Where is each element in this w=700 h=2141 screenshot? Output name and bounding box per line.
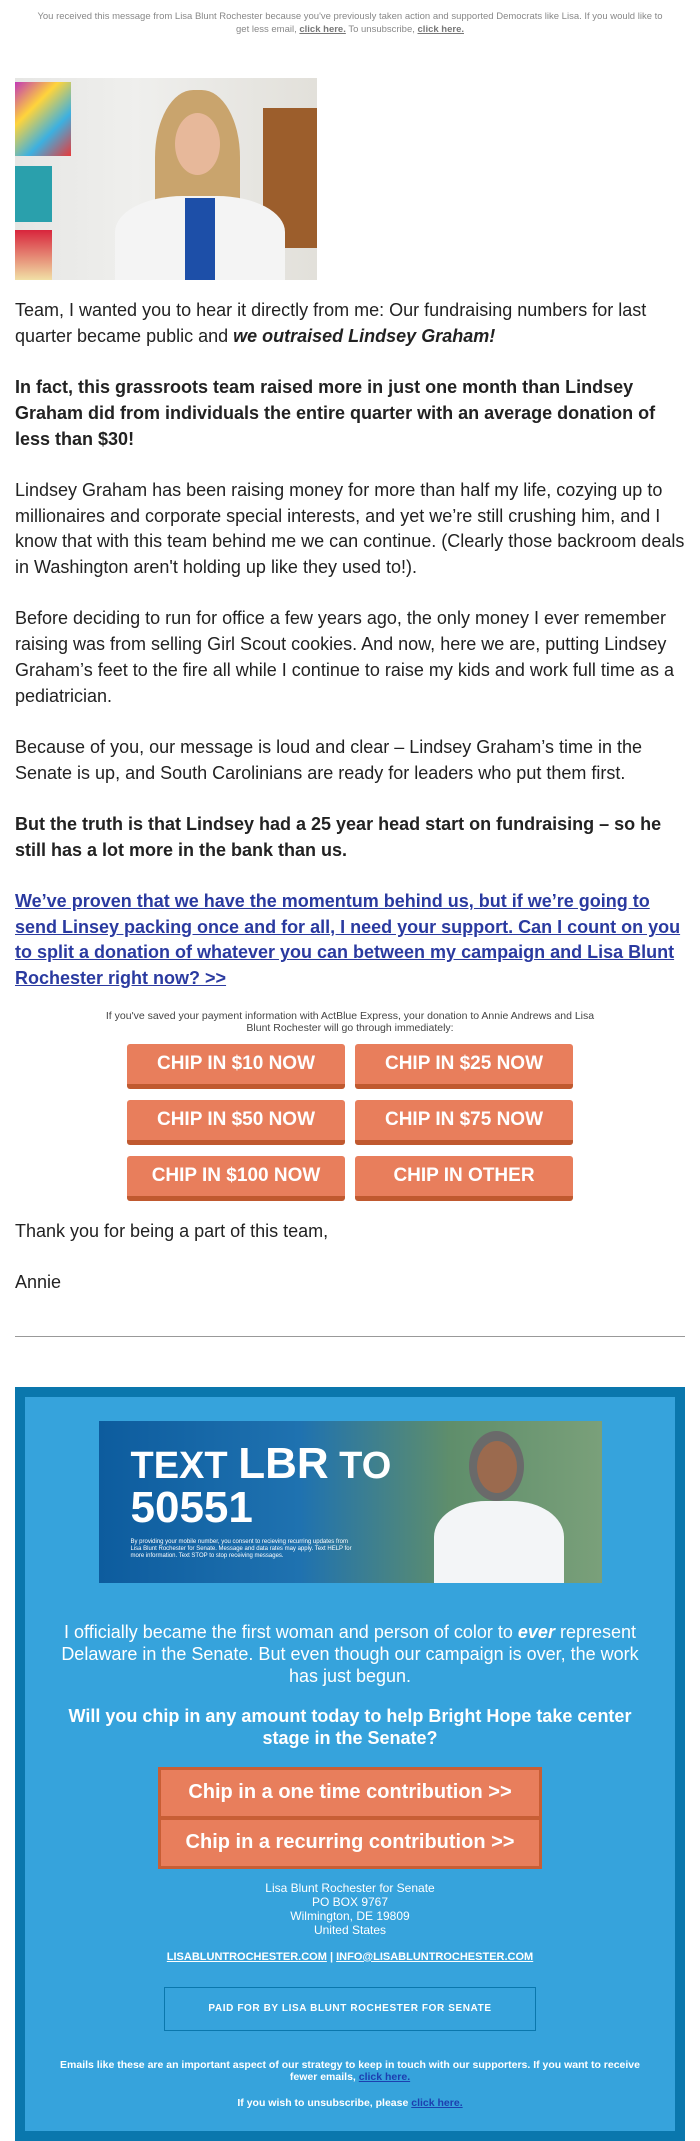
- donate-cta-link[interactable]: We’ve proven that we have the momentum behind us, but if we’re going to send Linsey packing once and for all, I need your support. Can I count on you to split a donation of whatever you can between my campaign and Lisa Blunt Rochester right now? >>: [15, 891, 681, 989]
- chip-in-50-button[interactable]: CHIP IN $50 NOW: [127, 1100, 345, 1145]
- paragraph: Before deciding to run for office a few years ago, the only money I ever remember raising was from selling Girl Scout cookies. And now, here we are, putting Lindsey Graham’s feet to the fire all while I continue to raise my kids and work full time as a pediatrician.: [15, 608, 674, 706]
- fewer-emails-note: Emails like these are an important aspect of our strategy to keep in touch with our supporters. If you want to receive fewer emails, click here.: [60, 2058, 640, 2083]
- email-link[interactable]: INFO@LISABLUNTROCHESTER.COM: [336, 1950, 534, 1963]
- footer-ask: Will you chip in any amount today to help Bright Hope take center stage in the Senate?: [68, 1705, 632, 1748]
- donation-buttons: [15, 1044, 685, 1201]
- paid-for-disclaimer: PAID FOR BY LISA BLUNT ROCHESTER FOR SENATE: [164, 1987, 536, 2031]
- signoff: Annie: [15, 1271, 62, 1292]
- candidate-photo: [15, 78, 317, 280]
- one-time-contribution-button[interactable]: Chip in a one time contribution >>: [161, 1770, 539, 1816]
- chip-in-100-button[interactable]: CHIP IN $100 NOW: [127, 1156, 345, 1201]
- divider: [15, 1336, 685, 1337]
- footer-message: I officially became the first woman and person of color to ever represent Delaware in the Senate. But even though our campaign is over, the work has just begun.: [61, 1621, 639, 1686]
- chip-in-10-button[interactable]: CHIP IN $10 NOW: [127, 1044, 345, 1089]
- paragraph: In fact, this grassroots team raised more in just one month than Lindsey Graham did from individuals the entire quarter with an average donation of less than $30!: [15, 377, 656, 449]
- paragraph: But the truth is that Lindsey had a 25 year head start on fundraising – so he still has a lot more in the bank than us.: [15, 813, 662, 860]
- unsubscribe-link[interactable]: click here.: [417, 24, 464, 35]
- paragraph: Because of you, our message is loud and clear – Lindsey Graham’s time in the Senate is up, and South Carolinians are ready for leaders who put them first.: [15, 736, 643, 783]
- paragraph: Team, I wanted you to hear it directly from me: Our fundraising numbers for last quarter became public and we outraised Lindsey Graham!: [15, 300, 647, 346]
- chip-in-other-button[interactable]: CHIP IN OTHER: [355, 1156, 573, 1201]
- less-email-link[interactable]: click here.: [299, 24, 346, 35]
- mailing-address: Lisa Blunt Rochester for Senate PO BOX 9767 Wilmington, DE 19809 United States: [265, 1880, 435, 1937]
- footer-box: [15, 1387, 685, 2141]
- paragraph: Lindsey Graham has been raising money for more than half my life, cozying up to millionaires and corporate special interests, and yet we’re still crushing him, and I know that with this team behind me we can continue. (Clearly those backroom deals in Washington aren't holding up like they used to!).: [15, 479, 685, 577]
- footer-links: LISABLUNTROCHESTER.COM | INFO@LISABLUNTROCHESTER.COM: [166, 1950, 534, 1963]
- text-lbr-banner[interactable]: TEXT LBR TO 50551 By providing your mobile number, you consent to recieving recurring updates from Lisa Blunt Rochester for Senate. Message and data rates may apply. Text HELP for more information. Text STOP to stop receiving messages.: [99, 1421, 602, 1583]
- top-notice: You received this message from Lisa Blunt Rochester because you've previously taken action and supported Democrats like Lisa. If you would like to get less email, click here. To unsubscribe, click here.: [37, 11, 663, 35]
- footer-unsubscribe-link[interactable]: click here.: [411, 2096, 463, 2109]
- thanks-text: Thank you for being a part of this team,: [15, 1220, 329, 1241]
- fewer-emails-link[interactable]: click here.: [358, 2070, 411, 2083]
- chip-in-25-button[interactable]: CHIP IN $25 NOW: [355, 1044, 573, 1089]
- contribution-buttons: [158, 1767, 542, 1869]
- unsubscribe-note: If you wish to unsubscribe, please click here.: [237, 2096, 463, 2109]
- recurring-contribution-button[interactable]: Chip in a recurring contribution >>: [161, 1820, 539, 1866]
- chip-in-75-button[interactable]: CHIP IN $75 NOW: [355, 1100, 573, 1145]
- actblue-note: If you've saved your payment information with ActBlue Express, your donation to Annie Andrews and Lisa Blunt Rochester will go through immediately:: [105, 1009, 595, 1034]
- website-link[interactable]: LISABLUNTROCHESTER.COM: [166, 1950, 327, 1963]
- letter-body: [0, 298, 700, 1296]
